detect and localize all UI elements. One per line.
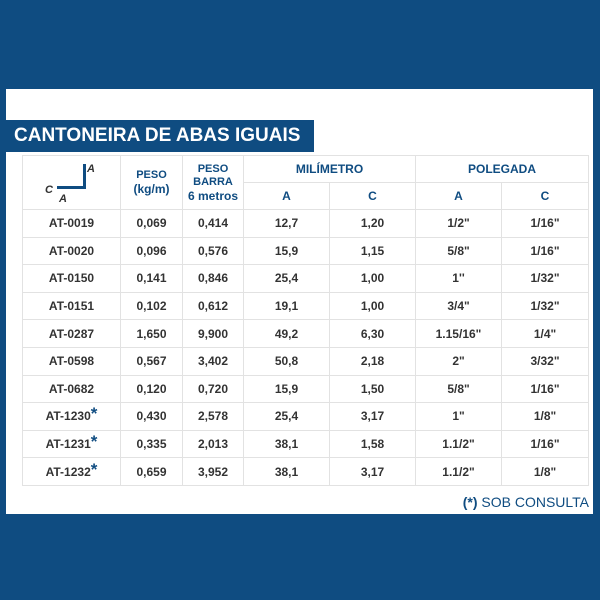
page-title: CANTONEIRA DE ABAS IGUAIS <box>6 120 314 152</box>
header-peso: PESO (kg/m) <box>121 156 183 210</box>
cell-pol-c-value: 1/16" <box>530 437 560 452</box>
cell-pol-a-value: 3/4" <box>447 299 470 314</box>
cell-mm-c <box>330 347 416 375</box>
cell-peso <box>121 347 183 375</box>
cell-peso-barra-value: 0,720 <box>197 381 229 396</box>
cell-peso-barra-value: 3,402 <box>197 354 229 369</box>
cell-mm-a <box>244 265 330 293</box>
cell-peso-value: 0,102 <box>136 299 167 314</box>
cell-mm-a-value: 19,1 <box>274 299 299 314</box>
cell-pol-a <box>416 320 502 348</box>
cell-peso-barra-value: 0,612 <box>197 299 229 314</box>
cell-pol-c <box>502 430 589 458</box>
cell-mm-a-value: 12,7 <box>274 216 299 231</box>
cell-pol-a-value: 1.1/2" <box>442 437 475 452</box>
table-row <box>23 210 589 238</box>
cell-pol-a-value: 1'' <box>452 271 465 286</box>
cell-peso-barra <box>183 320 244 348</box>
cell-code-value: AT-1231 <box>45 437 91 452</box>
cell-peso-value: 0,335 <box>136 437 167 452</box>
cell-mm-a <box>244 292 330 320</box>
cell-code-value: AT-0598 <box>48 354 95 369</box>
cell-mm-c-value: 1,00 <box>360 271 385 286</box>
cell-pol-c-value: 1/16" <box>530 381 560 396</box>
cell-pol-a-value: 2" <box>452 354 465 369</box>
cell-peso <box>121 430 183 458</box>
header-peso-barra: PESO BARRA 6 metros <box>183 156 244 210</box>
cell-mm-c <box>330 237 416 265</box>
cell-pol-a <box>416 237 502 265</box>
cell-peso <box>121 210 183 238</box>
cell-mm-c-value: 1,00 <box>360 299 385 314</box>
cell-code <box>23 430 121 458</box>
cell-pol-c <box>502 320 589 348</box>
cell-code <box>23 237 121 265</box>
table-row <box>23 430 589 458</box>
cell-peso-barra-value: 3,952 <box>197 464 229 479</box>
cell-peso <box>121 403 183 431</box>
cell-code-value: AT-0151 <box>48 299 95 314</box>
cell-mm-c <box>330 292 416 320</box>
cell-peso-barra <box>183 210 244 238</box>
cell-mm-a <box>244 403 330 431</box>
cell-mm-a-value: 49,2 <box>274 326 299 341</box>
cell-pol-a <box>416 430 502 458</box>
diagram-label-a-vertical: A <box>87 163 95 175</box>
cell-code <box>23 210 121 238</box>
cell-pol-a <box>416 265 502 293</box>
cell-pol-a <box>416 292 502 320</box>
cell-mm-c-value: 1,15 <box>360 243 385 258</box>
cell-peso-value: 0,567 <box>136 354 167 369</box>
cell-peso-value: 0,120 <box>136 381 167 396</box>
cell-code <box>23 375 121 403</box>
cell-pol-a <box>416 210 502 238</box>
cell-mm-c-value: 6,30 <box>360 326 385 341</box>
cell-peso-barra <box>183 347 244 375</box>
cell-mm-c <box>330 210 416 238</box>
cell-pol-c <box>502 458 589 486</box>
cell-code-value: AT-0150 <box>48 271 95 286</box>
cell-peso-value: 0,141 <box>136 271 167 286</box>
cell-pol-c <box>502 292 589 320</box>
cell-peso-barra <box>183 375 244 403</box>
cell-peso-barra-value: 2,013 <box>197 437 229 452</box>
cell-peso <box>121 320 183 348</box>
cell-peso <box>121 292 183 320</box>
cell-mm-c-value: 1,50 <box>360 381 385 396</box>
angle-diagram <box>23 156 121 210</box>
cell-peso-barra <box>183 430 244 458</box>
cell-mm-a <box>244 237 330 265</box>
cell-mm-a-value: 38,1 <box>274 464 299 479</box>
cell-pol-c-value: 1/8" <box>533 464 557 479</box>
on-request-star-icon: * <box>90 432 98 452</box>
cell-peso-value: 0,430 <box>136 409 167 424</box>
header-mm-c: C <box>330 183 416 210</box>
cell-peso-barra-value: 2,578 <box>197 409 229 424</box>
cell-code <box>23 403 121 431</box>
cell-pol-c <box>502 403 589 431</box>
cell-mm-a <box>244 210 330 238</box>
cell-pol-a-value: 1" <box>452 409 465 424</box>
cell-mm-a-value: 50,8 <box>274 354 299 369</box>
cell-peso-barra <box>183 265 244 293</box>
cell-mm-a <box>244 458 330 486</box>
header-pol-c: C <box>502 183 589 210</box>
cell-pol-a <box>416 347 502 375</box>
cell-code-value: AT-0020 <box>48 243 95 258</box>
cell-mm-c <box>330 458 416 486</box>
cell-code-value: AT-0287 <box>48 326 95 341</box>
cell-peso-barra <box>183 237 244 265</box>
cell-mm-a <box>244 320 330 348</box>
cell-peso <box>121 458 183 486</box>
cell-mm-c <box>330 403 416 431</box>
cell-peso-value: 0,069 <box>136 216 167 231</box>
cell-pol-c-value: 3/32" <box>530 354 560 369</box>
table-row <box>23 403 589 431</box>
cell-pol-a-value: 1/2" <box>447 216 470 231</box>
diagram-label-c: C <box>45 184 53 196</box>
cell-pol-a <box>416 375 502 403</box>
cell-code <box>23 320 121 348</box>
cell-pol-c-value: 1/32" <box>530 271 560 286</box>
cell-peso-barra <box>183 458 244 486</box>
cell-peso-barra-value: 0,846 <box>197 271 229 286</box>
angle-profile-icon <box>57 164 86 189</box>
cell-mm-a-value: 15,9 <box>274 243 299 258</box>
cell-peso-value: 0,096 <box>136 243 167 258</box>
header-polegada: POLEGADA <box>416 156 589 183</box>
cell-peso-barra <box>183 403 244 431</box>
cell-peso-value: 1,650 <box>136 326 167 341</box>
cell-peso-value: 0,659 <box>136 464 167 479</box>
footnote <box>463 494 589 510</box>
cell-mm-a-value: 38,1 <box>274 437 299 452</box>
cell-pol-c-value: 1/16" <box>530 243 560 258</box>
cell-pol-c <box>502 237 589 265</box>
cell-mm-c <box>330 375 416 403</box>
spec-table <box>22 155 589 486</box>
cell-pol-c-value: 1/16" <box>530 216 560 231</box>
cell-mm-a <box>244 430 330 458</box>
table-row <box>23 265 589 293</box>
cell-pol-a-value: 5/8" <box>447 243 470 258</box>
cell-mm-c <box>330 320 416 348</box>
cell-code <box>23 265 121 293</box>
header-mm-a: A <box>244 183 330 210</box>
cell-pol-c-value: 1/4" <box>533 326 557 341</box>
cell-peso <box>121 237 183 265</box>
cell-code <box>23 458 121 486</box>
catalog-panel <box>6 89 593 514</box>
cell-mm-a-value: 25,4 <box>274 409 299 424</box>
cell-code <box>23 347 121 375</box>
on-request-star-icon: * <box>90 404 98 424</box>
cell-mm-c-value: 2,18 <box>360 354 385 369</box>
cell-peso-barra-value: 9,900 <box>197 326 229 341</box>
diagram-label-a-horizontal: A <box>59 193 67 205</box>
cell-pol-c-value: 1/8" <box>533 409 557 424</box>
cell-pol-c-value: 1/32" <box>530 299 560 314</box>
cell-peso <box>121 265 183 293</box>
cell-mm-c <box>330 265 416 293</box>
cell-pol-c <box>502 347 589 375</box>
on-request-star-icon: * <box>90 459 98 479</box>
cell-pol-c <box>502 375 589 403</box>
cell-mm-c-value: 3,17 <box>360 409 385 424</box>
cell-mm-c-value: 1,58 <box>360 437 385 452</box>
cell-peso-barra-value: 0,576 <box>197 243 229 258</box>
cell-code-value: AT-1230 <box>45 409 91 424</box>
cell-pol-a-value: 1.1/2" <box>442 464 475 479</box>
cell-peso-barra-value: 0,414 <box>197 216 229 231</box>
table-row <box>23 375 589 403</box>
cell-mm-a <box>244 375 330 403</box>
cell-pol-a-value: 5/8" <box>447 381 470 396</box>
cell-pol-c <box>502 210 589 238</box>
cell-peso <box>121 375 183 403</box>
cell-mm-a-value: 25,4 <box>274 271 299 286</box>
cell-pol-a <box>416 458 502 486</box>
header-pol-a: A <box>416 183 502 210</box>
table-row <box>23 237 589 265</box>
table-row <box>23 347 589 375</box>
cell-mm-c-value: 1,20 <box>360 216 385 231</box>
cell-mm-c <box>330 430 416 458</box>
footnote-text: SOB CONSULTA <box>481 494 589 510</box>
cell-pol-c <box>502 265 589 293</box>
cell-code-value: AT-0019 <box>48 216 95 231</box>
cell-mm-a <box>244 347 330 375</box>
table-row <box>23 292 589 320</box>
cell-mm-c-value: 3,17 <box>360 464 385 479</box>
table-row <box>23 458 589 486</box>
cell-peso-barra <box>183 292 244 320</box>
footnote-symbol: (*) <box>462 494 478 510</box>
table-row <box>23 320 589 348</box>
cell-code-value: AT-1232 <box>45 464 91 479</box>
cell-code <box>23 292 121 320</box>
header-milimetro: MILÍMETRO <box>244 156 416 183</box>
cell-pol-a <box>416 403 502 431</box>
cell-pol-a-value: 1.15/16" <box>435 326 482 341</box>
cell-mm-a-value: 15,9 <box>274 381 299 396</box>
cell-code-value: AT-0682 <box>48 381 95 396</box>
